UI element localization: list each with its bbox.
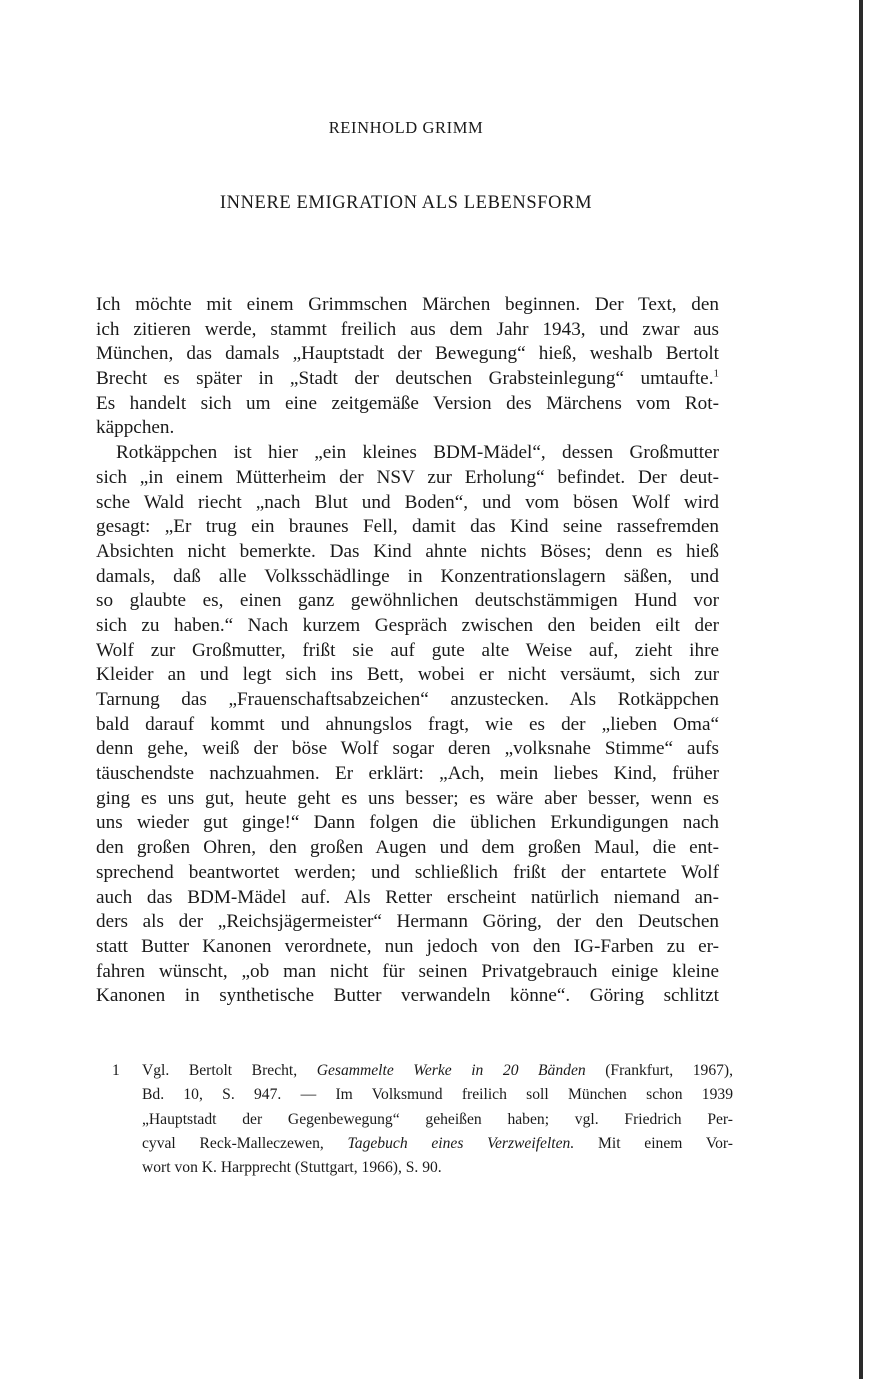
footnote-line: Bd. 10, S. 947. — Im Volksmund freilich soll München schon 1939 — [142, 1086, 733, 1104]
body-line: Ich möchte mit einem Grimmschen Märchen beginnen. Der Text, den — [96, 294, 719, 315]
body-line: gesagt: „Er trug ein braunes Fell, damit das Kind seine rassefremden — [96, 516, 719, 538]
body-line: Kleider an und legt sich ins Bett, wobei er nicht versäumt, sich zur — [96, 664, 719, 686]
body-line: Kanonen in synthetische Butter verwandeln könne“. Göring schlitzt — [96, 985, 719, 1007]
footnote-line: „Hauptstadt der Gegenbewegung“ geheißen haben; vgl. Friedrich Per- — [142, 1110, 733, 1128]
body-line: Es handelt sich um eine zeitgemäße Version des Märchens vom Rot- — [96, 392, 719, 414]
footnote-text-segment: Mit einem Vor- — [574, 1134, 733, 1152]
body-line: Tarnung das „Frauenschaftsabzeichen“ anzustecken. Als Rotkäppchen — [96, 689, 719, 710]
body-line: Wolf zur Großmutter, frißt sie auf gute alte Weise auf, zieht ihre — [96, 639, 719, 661]
body-line: ging es uns gut, heute geht es uns besser; es wäre aber besser, wenn es — [96, 787, 719, 809]
footnote-text-segment: (Frankfurt, 1967), — [585, 1062, 734, 1079]
body-line: München, das damals „Hauptstadt der Bewegung“ hieß, weshalb Bertolt — [96, 343, 719, 365]
body-line: so glaubte es, einen ganz gewöhnlichen deutschstämmigen Hund vor — [96, 590, 719, 612]
body-line: statt Butter Kanonen verordnete, nun jedoch von den IG-Farben zu er- — [96, 935, 719, 957]
footnote-line: wort von K. Harpprecht (Stuttgart, 1966), S. 90. — [142, 1159, 442, 1177]
body-line: täuschendste nachzuahmen. Er erklärt: „Ach, mein liebes Kind, früher — [96, 763, 719, 785]
body-line: fahren wünscht, „ob man nicht für seinen Privatgebrauch einige kleine — [96, 960, 719, 982]
body-line: bald darauf kommt und ahnungslos fragt, wie es der „lieben Oma“ — [96, 713, 719, 735]
body-line — [96, 367, 719, 392]
footnote-line — [142, 1132, 733, 1156]
author-name: REINHOLD GRIMM — [328, 118, 484, 137]
body-line-text: Brecht es später in „Stadt der deutschen Grabsteinlegung“ umtaufte. — [96, 368, 714, 390]
footnote-book-title: Tagebuch eines Verzweifelten. — [347, 1134, 575, 1152]
body-line: uns wieder gut ginge!“ Dann folgen die üblichen Erkundigungen nach — [96, 812, 719, 834]
body-line: sich „in einem Mütterheim der NSV zur Erholung“ befindet. Der deut- — [96, 466, 719, 488]
body-line: sche Wald riecht „nach Blut und Boden“, und vom bösen Wolf wird — [96, 491, 719, 513]
body-line: denn gehe, weiß der böse Wolf sogar deren „volksnahe Stimme“ aufs — [96, 738, 719, 760]
article-title: INNERE EMIGRATION ALS LEBENSFORM — [219, 193, 593, 213]
body-line: ich zitieren werde, stammt freilich aus dem Jahr 1943, und zwar aus — [96, 318, 719, 340]
body-line: sich zu haben.“ Nach kurzem Gespräch zwischen den beiden eilt der — [96, 614, 719, 636]
page-edge — [859, 0, 863, 1379]
body-text — [96, 293, 719, 1009]
body-line: käppchen. — [96, 417, 175, 439]
footnote-text-segment: Vgl. Bertolt Brecht, — [142, 1062, 317, 1079]
body-line: auch das BDM-Mädel auf. Als Retter erscheint natürlich niemand an- — [96, 886, 719, 908]
body-line: ders als der „Reichsjägermeister“ Hermann Göring, der den Deutschen — [96, 911, 719, 933]
body-line: damals, daß alle Volksschädlinge in Konzentrationslagern säßen, und — [96, 565, 719, 587]
footnote-number: 1 — [112, 1062, 120, 1079]
footnote-reference: 1 — [713, 367, 719, 380]
footnote-text — [142, 1059, 733, 1180]
body-line: Rotkäppchen ist hier „ein kleines BDM-Mädel“, dessen Großmutter — [116, 442, 719, 464]
footnote-book-title: Gesammelte Werke in 20 Bänden — [316, 1062, 586, 1079]
footnote-line — [142, 1059, 733, 1083]
body-line: den großen Ohren, den großen Augen und dem großen Maul, die ent- — [96, 837, 719, 859]
footnote-text-segment: cyval Reck-Malleczewen, — [142, 1134, 348, 1152]
body-line: sprechend beantwortet werden; und schließlich frißt der entartete Wolf — [96, 861, 719, 883]
body-line: Absichten nicht bemerkte. Das Kind ahnte nichts Böses; denn es hieß — [96, 540, 719, 562]
